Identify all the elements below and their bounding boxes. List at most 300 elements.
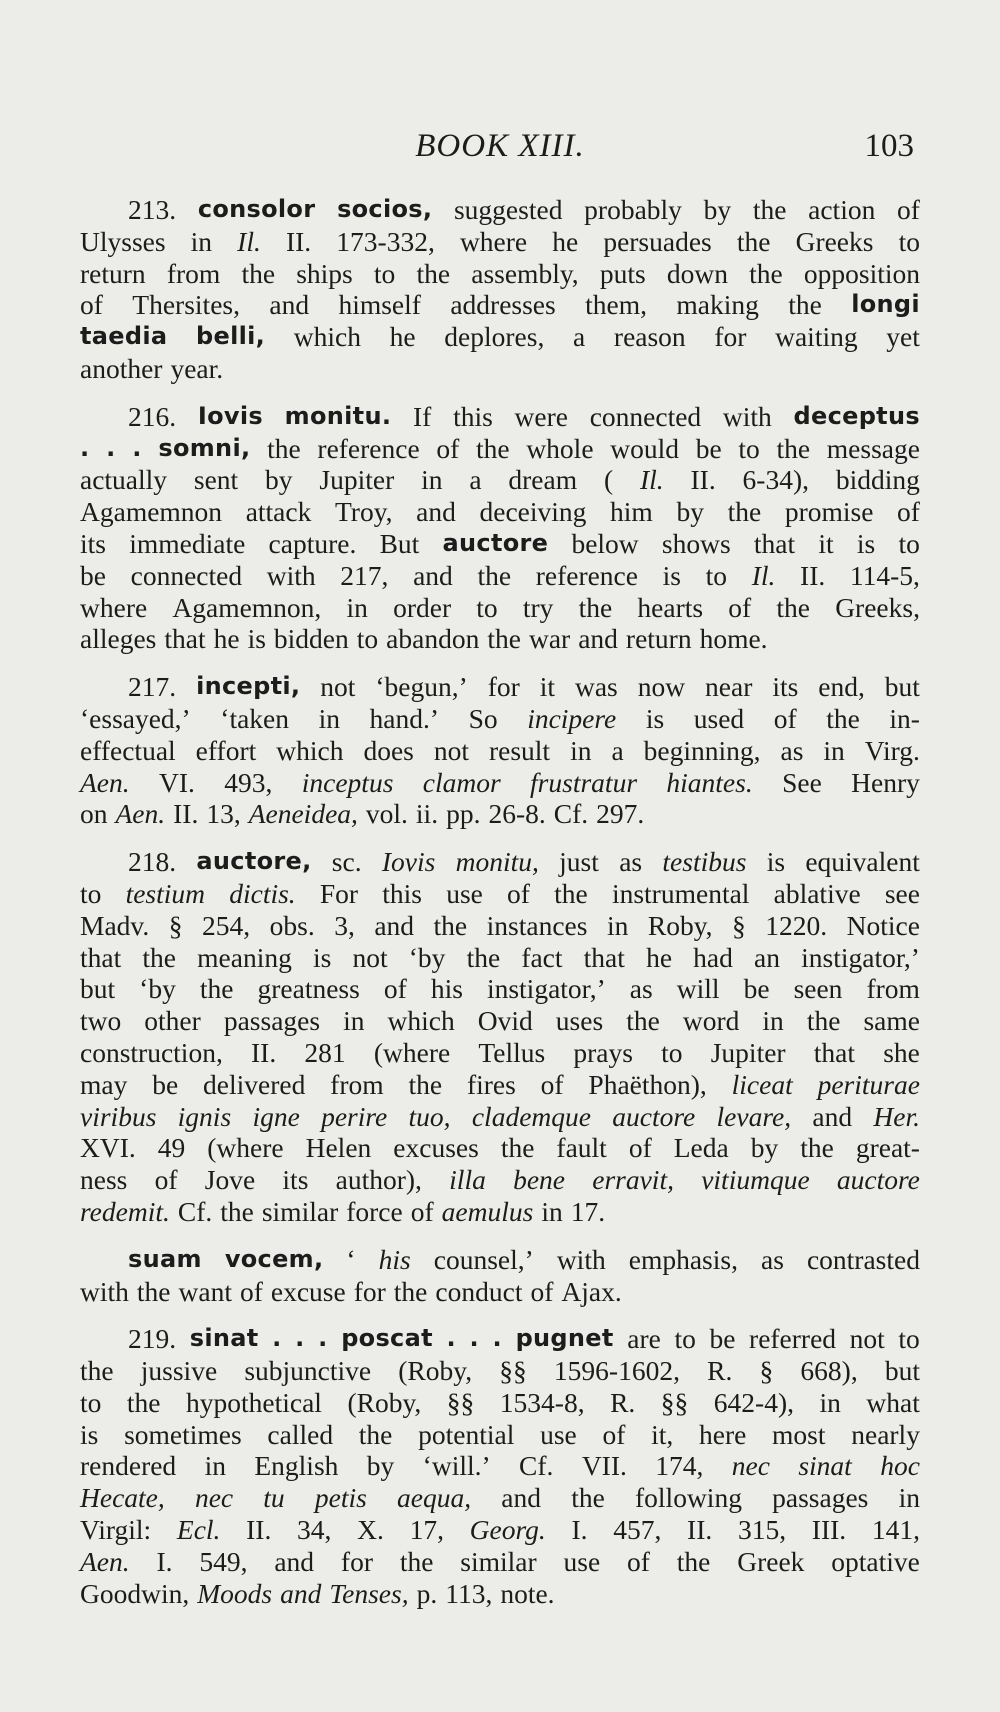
word: of	[80, 289, 103, 321]
word: But	[379, 527, 420, 559]
word: be	[709, 1323, 736, 1355]
word: counsel,’	[433, 1243, 534, 1275]
text-line	[80, 353, 920, 385]
word: excuse	[270, 1275, 346, 1307]
word: II.	[251, 1036, 277, 1068]
italic-text: aequa,	[397, 1482, 472, 1514]
word: §§	[660, 1386, 689, 1418]
keyword: Iovis	[197, 401, 263, 430]
word: See	[782, 766, 822, 798]
word: following	[635, 1482, 742, 1514]
word: he	[646, 941, 673, 973]
word: with	[556, 1243, 606, 1275]
word: the	[136, 1275, 171, 1307]
word: is	[662, 559, 681, 591]
word: him	[610, 496, 653, 528]
word: III.	[811, 1514, 847, 1546]
word: word	[682, 1005, 740, 1037]
italic-text: bene	[513, 1164, 565, 1196]
running-header	[0, 128, 1000, 168]
text-line	[80, 973, 920, 1005]
word: II.	[687, 1514, 713, 1546]
word: the	[826, 702, 860, 734]
word: it	[539, 671, 556, 703]
text-line	[80, 496, 920, 528]
word: be	[695, 432, 722, 464]
text-line	[80, 1196, 920, 1228]
word: ‘by	[139, 973, 176, 1005]
italic-text: and	[280, 1577, 322, 1609]
word: return	[80, 257, 146, 289]
word: sc.	[331, 846, 362, 878]
word: to	[80, 877, 102, 909]
word: the	[220, 1195, 254, 1227]
word: alleges	[80, 623, 157, 655]
word: as	[780, 734, 804, 766]
italic-text: periturae	[817, 1068, 920, 1100]
word: in	[343, 1005, 365, 1037]
word: Agamemnon	[80, 496, 223, 528]
text-line	[80, 1450, 920, 1482]
text-line	[80, 1005, 920, 1037]
word: §§	[499, 1355, 527, 1387]
word: not	[433, 734, 469, 766]
word: English	[254, 1450, 339, 1482]
word: home.	[699, 623, 768, 655]
word: instigator,’	[486, 973, 606, 1005]
italic-text: Moods	[197, 1577, 273, 1609]
italic-text: auctore	[612, 1100, 696, 1132]
word: Henry	[851, 766, 920, 798]
word: excuses	[393, 1132, 479, 1164]
word: Ulysses	[80, 225, 166, 257]
word: is	[645, 702, 665, 734]
italic-text: Hecate,	[80, 1482, 165, 1514]
text-line	[80, 1387, 920, 1419]
word: now	[637, 671, 686, 703]
word: Virgil:	[80, 1514, 152, 1546]
word: return	[625, 623, 692, 655]
word: where	[459, 225, 528, 257]
word: 34,	[297, 1514, 332, 1546]
word: the	[433, 909, 468, 941]
italic-text: aemulus	[441, 1195, 534, 1227]
keyword: somni,	[158, 433, 251, 462]
word: 218.	[128, 846, 177, 878]
word: the	[126, 1386, 161, 1418]
italic-text: dictis.	[229, 877, 296, 909]
word: effectual	[80, 734, 176, 766]
word: by	[703, 194, 732, 225]
text-line	[80, 433, 920, 465]
word: Greeks,	[835, 591, 920, 623]
word: with	[266, 559, 316, 591]
word: is	[247, 623, 266, 655]
word: So	[468, 702, 498, 734]
word: bidding	[835, 464, 920, 496]
word: Notice	[846, 909, 920, 941]
text-line	[80, 767, 920, 799]
word: used	[693, 702, 745, 734]
word: connected	[130, 559, 243, 591]
word: ‘taken	[220, 702, 289, 734]
word: §§	[446, 1386, 475, 1418]
word: deplores,	[444, 321, 545, 353]
word: persuades	[603, 225, 712, 257]
word: be	[152, 1068, 179, 1100]
word: which	[387, 1005, 455, 1037]
text-line	[80, 401, 920, 433]
word: reason	[613, 321, 686, 353]
word: ablative	[773, 877, 861, 909]
word: of	[383, 973, 407, 1005]
italic-text: ignis	[177, 1100, 232, 1132]
word: in	[819, 1386, 841, 1418]
word: 173-332,	[336, 225, 435, 257]
word: it,	[651, 1418, 674, 1450]
word: beginning,	[643, 734, 761, 766]
italic-text: monitu,	[455, 846, 539, 878]
word: in	[346, 591, 368, 623]
text-line	[80, 1132, 920, 1164]
word: most	[772, 1418, 826, 1450]
word: in	[762, 1005, 784, 1037]
word: to	[661, 1036, 683, 1068]
word: 315,	[737, 1514, 787, 1546]
word: Tellus	[478, 1036, 546, 1068]
word: note.	[500, 1577, 555, 1609]
word: for	[340, 1545, 373, 1577]
text-line	[80, 910, 920, 942]
word: 217.	[128, 671, 177, 703]
word: she	[883, 1036, 920, 1068]
word: its	[772, 671, 799, 703]
word: a	[611, 734, 624, 766]
word: 49	[157, 1132, 186, 1164]
word: the	[80, 1355, 114, 1387]
word: two	[80, 1005, 122, 1037]
word: where	[80, 591, 148, 623]
word: with	[80, 1275, 129, 1307]
word: ‘begun,’	[375, 671, 468, 703]
word: of	[897, 194, 920, 225]
word: what	[866, 1386, 920, 1418]
word: Jove	[204, 1164, 256, 1196]
keyword: socios,	[337, 195, 433, 223]
word: the	[752, 194, 787, 225]
keyword: vocem,	[224, 1244, 324, 1273]
word: R.	[610, 1386, 636, 1418]
italic-text: Georg.	[469, 1514, 546, 1546]
word: For	[319, 877, 359, 909]
word: puts	[599, 257, 646, 289]
word: to	[373, 257, 396, 289]
text-line	[80, 942, 920, 974]
word: equivalent	[805, 846, 920, 878]
italic-text: Ecl.	[176, 1514, 221, 1546]
page-title: BOOK XIII.	[415, 128, 585, 164]
word: that	[813, 1036, 856, 1068]
word: but	[80, 973, 116, 1005]
word: construction,	[80, 1036, 223, 1068]
word: and	[501, 1482, 542, 1514]
text-line	[80, 1514, 920, 1546]
word: by	[676, 496, 704, 528]
word: X.	[357, 1514, 384, 1546]
italic-text: testium	[125, 877, 206, 909]
word: (where	[373, 1036, 451, 1068]
word: a	[469, 464, 482, 496]
italic-text: auctore	[836, 1164, 920, 1196]
text-line	[80, 878, 920, 910]
word: instrumental	[611, 877, 750, 909]
page-number: 103	[864, 128, 914, 164]
word: II.	[800, 559, 826, 591]
word: 219.	[128, 1323, 177, 1355]
word: to	[356, 623, 379, 655]
word: II.	[690, 464, 716, 496]
word: and	[274, 1545, 315, 1577]
word: which	[276, 734, 344, 766]
word: same	[863, 1005, 920, 1037]
word: as	[629, 973, 653, 1005]
word: capture.	[268, 527, 357, 559]
word: and	[812, 1100, 853, 1132]
italic-text: perire	[321, 1100, 388, 1132]
text-line	[80, 258, 920, 290]
word: and	[374, 909, 415, 941]
word: the	[806, 1005, 841, 1037]
keyword: .	[132, 433, 142, 462]
word: Ovid	[477, 1005, 533, 1037]
word: in	[318, 702, 340, 734]
word: in	[606, 909, 629, 941]
word: try	[522, 591, 554, 623]
word: I.	[571, 1514, 588, 1546]
word: the	[676, 1545, 711, 1577]
word: to	[476, 591, 498, 623]
keyword: taedia	[80, 322, 168, 351]
word: of	[154, 1164, 178, 1196]
word: R.	[707, 1355, 733, 1387]
word: in-	[889, 702, 920, 734]
word: bidden	[273, 623, 349, 655]
word: and	[578, 623, 618, 655]
word: its	[282, 1164, 309, 1196]
note-219	[80, 1323, 920, 1609]
italic-text: Tenses,	[329, 1577, 409, 1609]
word: Madv.	[80, 909, 150, 941]
word: jussive	[140, 1355, 218, 1387]
word: the	[571, 1482, 605, 1514]
keyword: .	[446, 1324, 456, 1353]
word: VI.	[159, 766, 195, 798]
text-line	[80, 321, 920, 353]
text-line	[80, 703, 920, 735]
keyword: auctore,	[196, 847, 312, 876]
word: ‘essayed,’	[80, 702, 191, 734]
keyword: monitu.	[284, 401, 392, 430]
word: Greek	[737, 1545, 805, 1577]
keyword: poscat	[341, 1324, 433, 1353]
word: the	[749, 257, 783, 289]
word: the	[416, 257, 451, 289]
word: another	[80, 352, 163, 384]
word: instigator,’	[801, 941, 920, 973]
word: of	[773, 702, 797, 734]
word: abandon	[386, 623, 480, 655]
text-line	[80, 226, 920, 258]
keyword: incepti,	[196, 672, 301, 701]
word: rendered	[80, 1450, 177, 1482]
word: by	[750, 1132, 779, 1164]
word: (Roby,	[398, 1355, 473, 1387]
italic-text: Aeneidea,	[248, 798, 358, 830]
word: would	[610, 432, 679, 464]
word: II.	[173, 798, 199, 830]
word: an	[754, 941, 780, 973]
word: want	[178, 1275, 232, 1307]
word: uses	[555, 1005, 604, 1037]
word: were	[514, 400, 568, 432]
word: to	[80, 1386, 102, 1418]
word: in	[541, 1195, 563, 1227]
word: actually	[80, 464, 168, 496]
word: addresses	[450, 289, 556, 321]
text-line	[80, 1482, 920, 1514]
word: in	[570, 734, 592, 766]
italic-text: tuo,	[408, 1100, 451, 1132]
word: but	[884, 671, 920, 703]
word: Leda	[673, 1132, 729, 1164]
word: 1220.	[765, 909, 828, 941]
text-line	[80, 671, 920, 703]
word: had	[693, 941, 733, 973]
word: suggested	[453, 194, 563, 225]
word: see	[884, 877, 920, 909]
word: but	[884, 1355, 920, 1387]
word: to	[705, 559, 728, 591]
word: ‘	[346, 1243, 356, 1275]
word: that	[583, 941, 625, 973]
word: II.	[246, 1514, 272, 1546]
word: 549,	[199, 1545, 248, 1577]
word: If	[413, 400, 432, 432]
word: reference	[535, 559, 638, 591]
word: to	[738, 432, 760, 464]
keyword: .	[80, 433, 90, 462]
word: use	[540, 1418, 577, 1450]
word: contrasted	[806, 1243, 920, 1275]
word: which	[293, 321, 361, 353]
keyword: consolor	[197, 195, 316, 223]
text-line	[80, 1355, 920, 1387]
word: the	[736, 225, 771, 257]
word: (Roby,	[347, 1386, 422, 1418]
word: 174,	[655, 1450, 704, 1482]
word: the	[788, 289, 822, 321]
keyword: .	[318, 1324, 328, 1353]
text-line	[80, 1419, 920, 1451]
word: with	[722, 400, 772, 432]
italic-text: Il.	[237, 225, 261, 257]
word: nearly	[851, 1418, 920, 1450]
word: to	[898, 527, 920, 559]
word: 668),	[800, 1355, 858, 1387]
word: for	[487, 671, 520, 703]
word: the	[776, 432, 811, 464]
text-line	[80, 1101, 920, 1133]
word: by	[366, 1450, 395, 1482]
word: XVI.	[80, 1132, 136, 1164]
word: in	[204, 1450, 226, 1482]
italic-text: Il.	[639, 464, 664, 496]
word: passages	[223, 1005, 321, 1037]
word: §	[759, 1355, 774, 1387]
word: the	[476, 432, 510, 464]
word: his	[430, 973, 463, 1005]
word: 217,	[340, 559, 389, 591]
word: p.	[416, 1577, 438, 1609]
word: of	[540, 1068, 564, 1100]
word: the	[241, 257, 276, 289]
italic-text: hoc	[880, 1450, 920, 1482]
word: pp.	[446, 798, 481, 830]
word: and	[413, 559, 453, 591]
word: the	[800, 1132, 834, 1164]
italic-text: Her.	[873, 1100, 920, 1132]
word: on	[80, 798, 108, 830]
word: §	[732, 909, 746, 941]
word: called	[267, 1418, 334, 1450]
text-line	[80, 528, 920, 560]
text-line	[80, 623, 920, 655]
keyword: longi	[851, 290, 920, 319]
italic-text: hiantes.	[666, 766, 753, 798]
word: the	[408, 1068, 443, 1100]
word: it	[818, 527, 834, 559]
word: 297.	[596, 798, 645, 830]
italic-text: Il.	[751, 559, 776, 591]
keyword: .	[469, 1324, 479, 1353]
italic-text: his	[378, 1243, 411, 1275]
word: will	[676, 973, 720, 1005]
word: 114-5,	[849, 559, 920, 591]
word: sometimes	[124, 1418, 242, 1450]
italic-text: petis	[314, 1482, 367, 1514]
word: is	[766, 846, 786, 878]
italic-text: Iovis	[381, 846, 436, 878]
commentary-body	[80, 194, 920, 1625]
word: dream	[508, 464, 578, 496]
text-line	[80, 289, 920, 321]
word: to	[674, 1323, 696, 1355]
word: attack	[245, 496, 312, 528]
word: the	[267, 432, 301, 464]
word: of	[410, 1195, 434, 1227]
word: 1596-1602,	[553, 1355, 680, 1387]
word: probably	[584, 194, 682, 225]
word: fault	[556, 1132, 607, 1164]
text-line	[80, 1323, 920, 1355]
note-suam-vocem	[80, 1244, 920, 1308]
word: 17.	[570, 1195, 606, 1227]
text-line	[80, 1276, 920, 1308]
word: Greeks	[795, 225, 874, 257]
text-line	[80, 1244, 920, 1276]
word: the	[626, 1005, 660, 1037]
italic-text: inceptus	[301, 766, 394, 798]
